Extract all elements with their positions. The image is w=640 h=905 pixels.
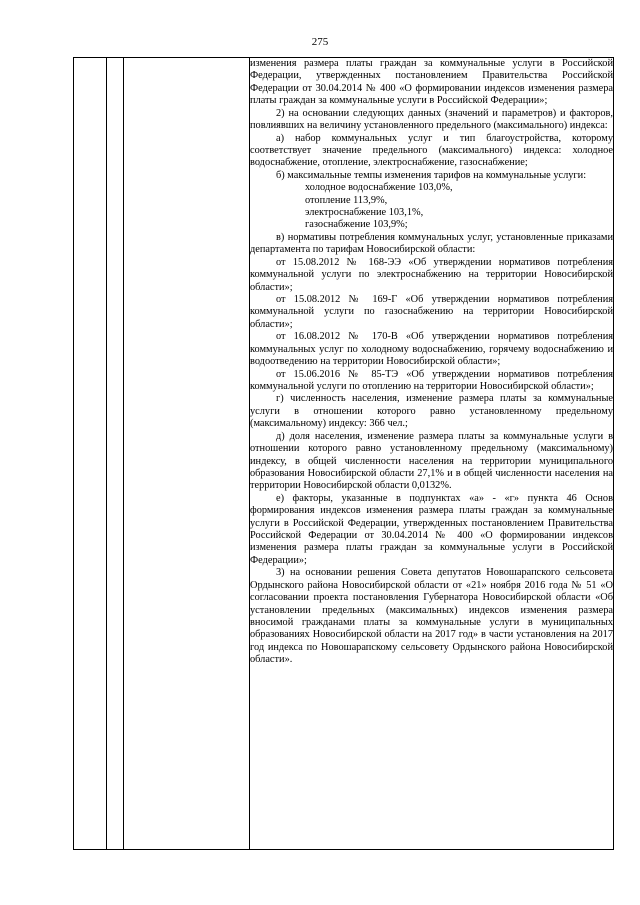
paragraph: г) численность населения, изменение размера платы за коммунальные услуги в отношении которого равно установленному предельному (максимальному) индексу: 366 чел.; (250, 393, 613, 430)
tariff-item: электроснабжение 103,1%, (305, 207, 424, 219)
tariff-item: газоснабжение 103,9%; (305, 219, 408, 231)
paragraph: от 15.06.2016 № 85-ТЭ «Об утверждении нормативов потребления коммунальной услуги по отоплению на территории Новосибирской области»; (250, 368, 613, 392)
paragraph: в) нормативы потребления коммунальных услуг, установленные приказами департамента по тарифам Новосибирской области: (250, 231, 613, 256)
paragraph: е) факторы, указанные в подпунктах «а» - «г» пункта 46 Основ формирования индексов изменения размера платы граждан за коммунальные услуги в Российской Федерации, утвержденных постановлением Правительства Российской Федерации от 30.04.2014 № 400 «О формировании индексов изменения размера платы граждан за коммунальные услуги в Российской Федерации»; (250, 492, 613, 566)
page-number: 275 (311, 36, 329, 48)
paragraph: д) доля населения, изменение размера платы за коммунальные услуги в отношении которого равно установленному предельному (максимальному) индексу, в общей численности населения на территории муниципального образования Новосибирской области 27,1% и в общей численности населения на территории Новосибирской области 0,0132%. (250, 430, 613, 492)
paragraph: от 15.08.2012 № 168-ЭЭ «Об утверждении нормативов потребления коммунальной услуги по электроснабжению на территории Новосибирской области»; (250, 256, 613, 293)
paragraph: от 16.08.2012 № 170-В «Об утверждении нормативов потребления коммунальных услуг по холодному водоснабжению, горячему водоснабжению и водоотведению на территории Новосибирской области»; (250, 331, 613, 368)
paragraph: изменения размера платы граждан за коммунальные услуги в Российской Федерации, утвержденных постановлением Правительства Российской Федерации от 30.04.2014 № 400 «О формировании индексов изменения размера платы граждан за коммунальные услуги в Российской Федерации»; (250, 58, 613, 107)
paragraph: б) максимальные темпы изменения тарифов на коммунальные услуги: (276, 169, 587, 181)
paragraph: от 15.08.2012 № 169-Г «Об утверждении нормативов потребления коммунальной услуги по газоснабжению на территории Новосибирской области»; (250, 294, 613, 330)
paragraph: а) набор коммунальных услуг и тип благоустройства, которому соответствует значение предельного (максимального) индекса: холодное водоснабжение, отопление, электроснабжение, газоснабжение; (250, 132, 613, 169)
tariff-item: холодное водоснабжение 103,0%, (305, 182, 453, 194)
document-table (73, 57, 614, 850)
paragraph: 3) на основании решения Совета депутатов Новошарапского сельсовета Ордынского района Новосибирской области от «21» ноября 2016 года № 51 «О согласовании проекта постановления Губернатора Новосибирской области «Об установлении предельных (максимальных) индексов изменения размера вносимой гражданами платы за коммунальные услуги в муниципальных образованиях Новосибирской области на 2017 год» в части установления на 2017 год индекса по Новошарапскому сельсовету Ордынского района Новосибирской области». (250, 567, 613, 666)
table-cell-blank (107, 58, 124, 850)
tariff-item: отопление 113,9%, (305, 194, 388, 206)
table-cell-name (124, 58, 250, 850)
paragraph: 2) на основании следующих данных (значений и параметров) и факторов, повлиявших на величину установленного предельного (максимального) индекса: (250, 107, 613, 132)
table-cell-number (74, 58, 107, 850)
table-cell-content (250, 58, 614, 850)
